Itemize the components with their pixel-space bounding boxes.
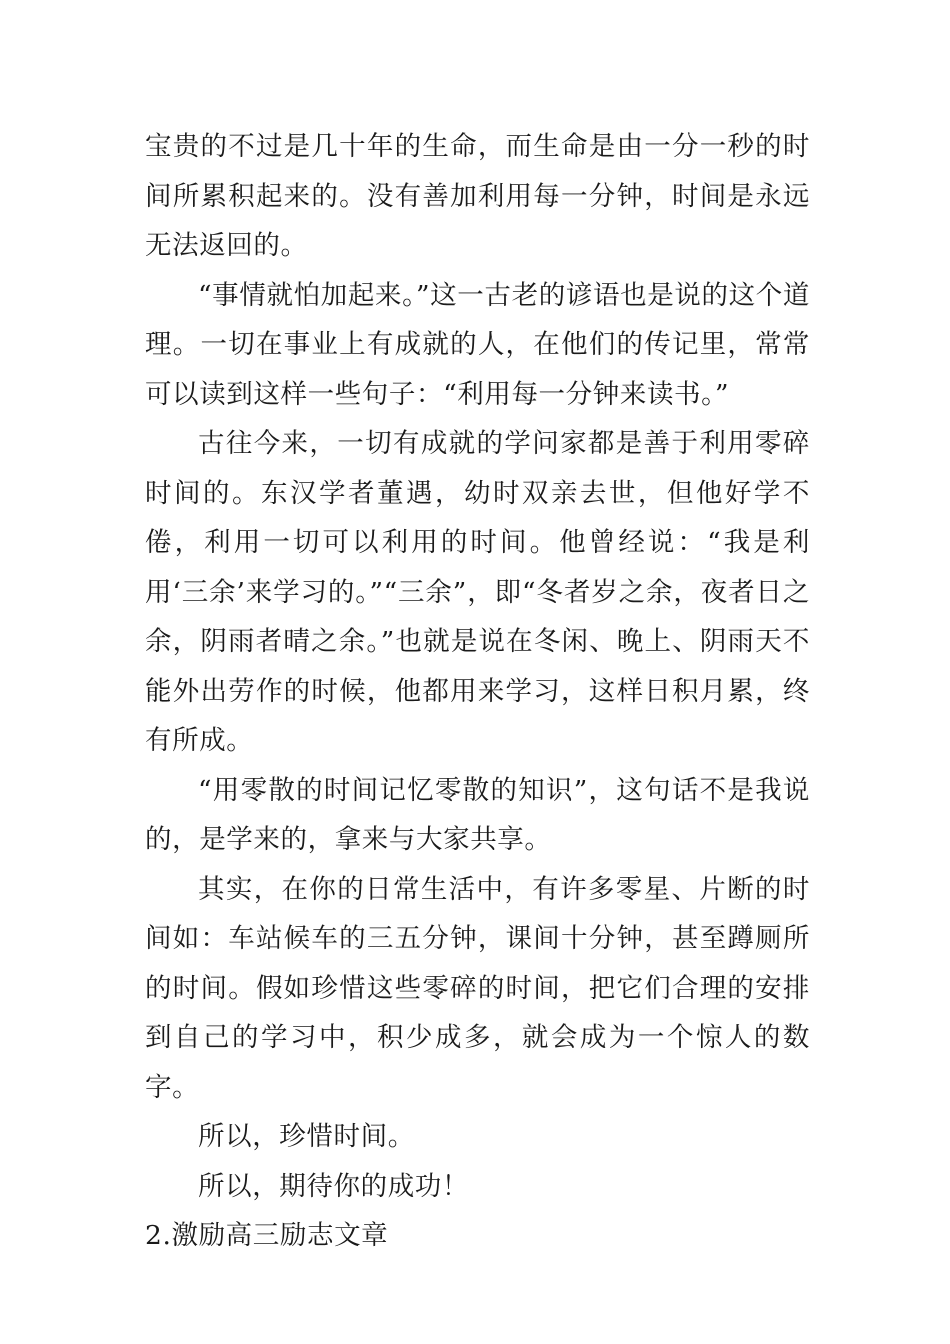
paragraph-2: “事情就怕加起来。”这一古老的谚语也是说的这个道理。一切在事业上有成就的人，在他们的传记里，常常可以读到这样一些句子：“利用每一分钟来读书。” xyxy=(145,279,810,410)
paragraph-3: 古往今来，一切有成就的学问家都是善于利用零碎时间的。东汉学者董遇，幼时双亲去世，但他好学不倦，利用一切可以利用的时间。他曾经说：“我是利用‘三余’来学习的。”“三余”，即“冬者岁之余，夜者日之余，阴雨者晴之余。”也就是说在冬闲、晚上、阴雨天不能外出劳作的时候，他都用来学习，这样日积月累，终有所成。 xyxy=(145,428,810,756)
paragraph-7: 所以，期待你的成功！ xyxy=(198,1170,469,1202)
paragraph-6: 所以，珍惜时间。 xyxy=(198,1121,415,1152)
document-body xyxy=(145,122,810,1261)
section-heading: 2.激励高三励志文章 xyxy=(145,1220,389,1251)
paragraph-5: 其实，在你的日常生活中，有许多零星、片断的时间如：车站候车的三五分钟，课间十分钟，甚至蹲厕所的时间。假如珍惜这些零碎的时间，把它们合理的安排到自己的学习中，积少成多，就会成为一个惊人的数字。 xyxy=(145,873,810,1103)
paragraph-4: “用零散的时间记忆零散的知识”，这句话不是我说的，是学来的，拿来与大家共享。 xyxy=(145,774,810,855)
paragraph-1: 宝贵的不过是几十年的生命，而生命是由一分一秒的时间所累积起来的。没有善加利用每一分钟，时间是永远无法返回的。 xyxy=(145,131,810,261)
